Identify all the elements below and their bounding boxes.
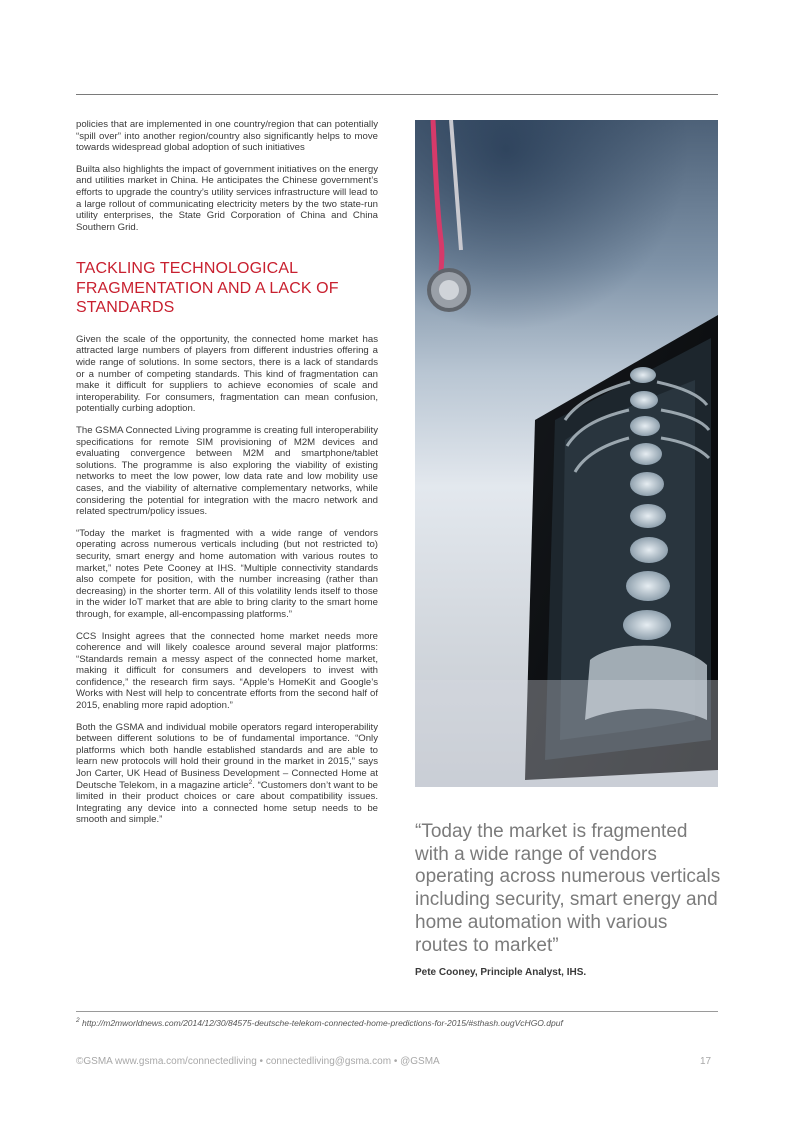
- paragraph-interoperability-end: . “Customers don’t want to be limited in their product choices or care about compatibility issues. Integrating any device into a connected home setup needs to be smooth and simple.”: [76, 779, 378, 826]
- page-number: 17: [700, 1056, 712, 1067]
- paragraph-interoperability: [76, 722, 378, 826]
- header-rule: [76, 94, 718, 95]
- footnote-link[interactable]: http://m2mworldnews.com/2014/12/30/84575-deutsche-telekom-connected-home-predictions-for-2015/#sthash.ougVcHGO.dpuf: [79, 1018, 563, 1028]
- footnote-rule: [76, 1011, 718, 1012]
- pull-quote: “Today the market is fragmented with a wide range of vendors operating across numerous verticals including security, smart energy and home automation with various routes to market”: [415, 821, 721, 956]
- paragraph-builta: Builta also highlights the impact of government initiatives on the energy and utilities market in China. He anticipates the Chinese government’s efforts to upgrade the country’s utility services infrastructure will lead to a large rollout of communicating electricity meters by the two state-run utility enterprises, the State Grid Corporation of China and China Southern Grid.: [76, 163, 378, 233]
- paragraph-interoperability-start: Both the GSMA and individual mobile operators regard interoperability between different solutions to be of fundamental importance. “Only platforms which both handle established standards and are able to learn new protocols will hold their ground in the market in 2015,” says Jon Carter, UK Head of Business Development – Connected Home at Deutsche Telekom, in a magazine article: [76, 721, 378, 791]
- paragraph-policies: policies that are implemented in one country/region that can potentially “spill over” into another region/country also significantly helps to move towards widespread global adoption of such initiatives: [76, 119, 378, 154]
- page-footer: ©GSMA www.gsma.com/connectedliving • connectedliving@gsma.com • @GSMA: [76, 1056, 440, 1067]
- footnote-reference: 2: [248, 778, 253, 786]
- paragraph-scale: Given the scale of the opportunity, the connected home market has attracted large numbers of players from different industries offering a wide range of solutions. In some sectors, there is a lack of standards or a number of competing standards. This kind of fragmentation can make it difficult for suppliers to achieve economies of scale and interoperability. For consumers, fragmentation can mean confusion, potentially curbing adoption.: [76, 333, 378, 415]
- paragraph-gsma-programme: The GSMA Connected Living programme is creating full interoperability specifications for remote SIM provisioning of M2M devices and evaluating convergence between M2M and smartphone/tablet solutions. The programme is also exploring the viability of existing networks to meet the low power, low data rate and low mobility use cases, and the viability of alternative complementary networks, while considering the potential for integration with the macro network and related spectrum/policy issues.: [76, 425, 378, 518]
- pull-quote-attribution: Pete Cooney, Principle Analyst, IHS.: [415, 967, 587, 978]
- body-column: [76, 119, 378, 836]
- paragraph-cooney-quote: “Today the market is fragmented with a wide range of vendors operating across numerous verticals including (but not restricted to) security, smart energy and home automation with various routes to market,” notes Pete Cooney at IHS. “Multiple connectivity standards also compete for position, with the number increasing (rather than decreasing) in the shorter term. All of this volatility lends itself to those in the wider IoT market that are able to bring clarity to the smart home through, for example, all-encompassing platforms.”: [76, 527, 378, 620]
- section-heading: TACKLING TECHNOLOGICAL FRAGMENTATION AND A LACK OF STANDARDS: [76, 260, 339, 317]
- footnote: [76, 1018, 563, 1028]
- paragraph-ccs-insight: CCS Insight agrees that the connected home market needs more coherence and will likely coalesce around several major platforms: “Standards remain a messy aspect of the connected home market, making it difficult for consumers and developers to invest with confidence,” the research firm says. “Apple’s HomeKit and Google’s Works with Nest will help to concentrate efforts from the second half of 2015, enabling more rapid adoption.”: [76, 630, 378, 712]
- xray-tablet-photo: [415, 120, 718, 787]
- footnote-marker: 2: [76, 1017, 80, 1025]
- photo-illustration: [415, 120, 718, 787]
